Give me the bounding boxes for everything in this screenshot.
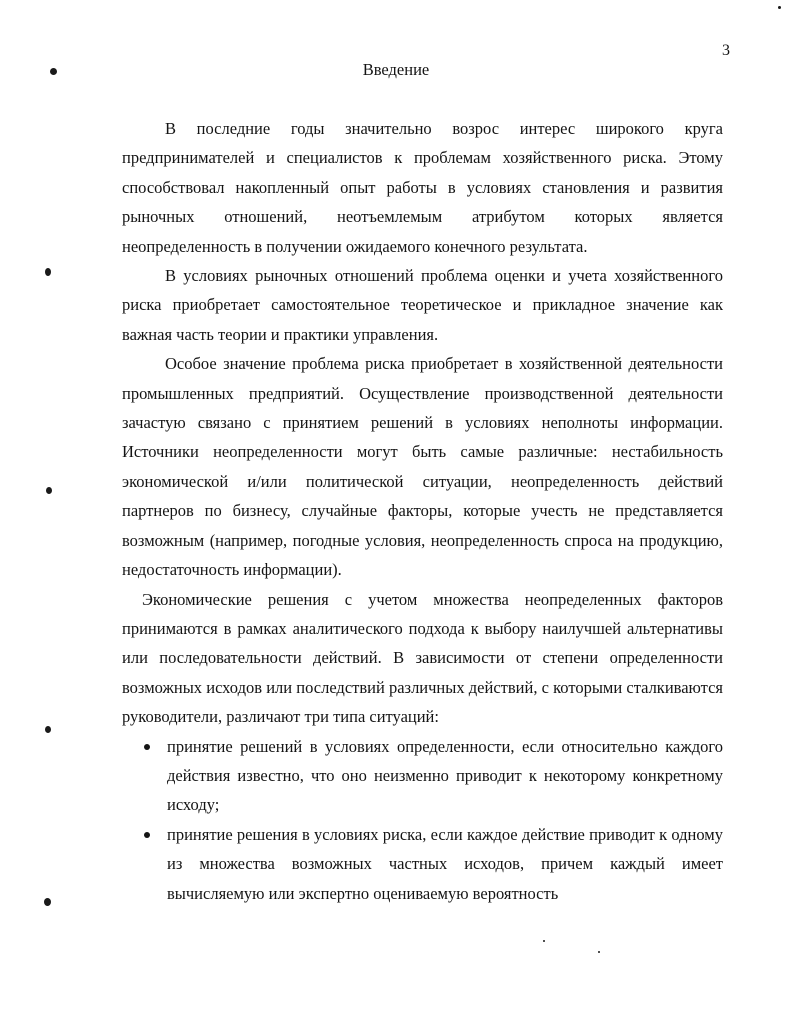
scan-speck <box>45 726 51 733</box>
list-item <box>122 820 723 908</box>
paragraph-3: Особое значение проблема риска приобретает в хозяйственной деятельности промышленных предприятий. Осуществление производственной деятельности зачастую связано с принятием решений в условиях неполноты информации. Источники неопределенности могут быть самые различные: нестабильность экономической и/или политической ситуации, неопределенность действий партнеров по бизнесу, случайные факторы, которые учесть не представляется возможным (например, погодные условия, неопределенность спроса на продукцию, недостаточность информации). <box>122 354 723 580</box>
paragraph-4: Экономические решения с учетом множества неопределенных факторов принимаются в рамках аналитического подхода к выбору наилучшей альтернативы или последовательности действий. В зависимости от степени определенности возможных исходов или последствий различных действий, с которыми сталкиваются руководители, различают три типа ситуаций: <box>122 589 723 727</box>
page-number: 3 <box>722 42 730 59</box>
document-body <box>122 114 723 908</box>
page-title: Введение <box>362 60 430 79</box>
scan-speck <box>46 487 52 494</box>
list-item-text: принятие решений в условиях определенности, если относительно каждого действия известно, что оно неизменно приводит к некоторому конкретному исходу; <box>167 736 723 815</box>
scan-speck <box>44 898 51 906</box>
bullet-icon <box>144 832 150 838</box>
scan-speck <box>50 68 57 75</box>
situation-types-list <box>122 732 723 908</box>
scan-speck <box>598 951 600 953</box>
list-item <box>122 732 723 820</box>
scan-speck <box>778 6 781 9</box>
list-item-text: принятие решения в условиях риска, если каждое действие приводит к одному из множества возможных частных исходов, причем каждый имеет вычисляемую или экспертно оцениваемую вероятность <box>167 824 723 903</box>
paragraph-1: В последние годы значительно возрос интерес широкого круга предпринимателей и специалистов к проблемам хозяйственного риска. Этому способствовал накопленный опыт работы в условиях становления и развития рыночных отношений, неотъемлемым атрибутом которых является неопределенность в получении ожидаемого конечного результата. <box>122 119 723 256</box>
bullet-icon <box>144 744 150 750</box>
scan-speck <box>543 940 545 942</box>
scan-speck <box>45 268 51 276</box>
paragraph-2: В условиях рыночных отношений проблема оценки и учета хозяйственного риска приобретает самостоятельное теоретическое и прикладное значение как важная часть теории и практики управления. <box>122 266 723 344</box>
